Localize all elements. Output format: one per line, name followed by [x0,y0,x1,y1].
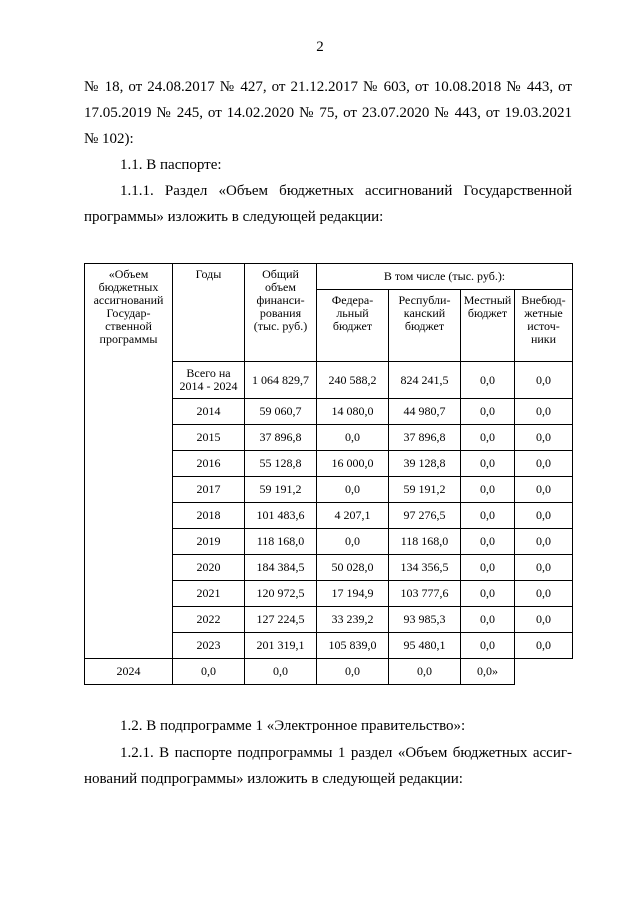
total-cell: 55 128,8 [245,451,317,477]
local-cell: 0,0 [461,399,515,425]
extra-cell: 0,0 [515,399,573,425]
paragraph-1-2-1-line-1: 1.2.1. В паспорте подпрограммы 1 раздел «Объем бюджетных ассиг- [120,745,572,761]
republic-cell: 95 480,1 [389,633,461,659]
extra-cell: 0,0 [515,529,573,555]
total-cell: 120 972,5 [245,581,317,607]
budget-table [84,263,573,685]
republic-cell: 93 985,3 [389,607,461,633]
total-cell: 0,0 [173,659,245,685]
years-header: Годы [173,264,245,362]
republic-cell: 103 777,6 [389,581,461,607]
extra-cell: 0,0 [515,555,573,581]
federal-header: Федеральный бюджет [317,290,389,362]
extra-cell: 0,0 [515,362,573,399]
republic-cell: 97 276,5 [389,503,461,529]
federal-cell: 33 239,2 [317,607,389,633]
extra-cell: 0,0 [515,503,573,529]
republic-cell: 37 896,8 [389,425,461,451]
extra-cell: 0,0 [515,477,573,503]
table-row [85,659,573,685]
republic-cell: 824 241,5 [389,362,461,399]
year-cell: 2017 [173,477,245,503]
year-cell: 2024 [85,659,173,685]
republic-header: Республиканский бюджет [389,290,461,362]
local-cell: 0,0 [461,425,515,451]
republic-cell: 118 168,0 [389,529,461,555]
year-cell: 2015 [173,425,245,451]
section-title-cell: «Объем бюджетных ассигнований Государственной программы [85,264,173,659]
extra-cell: 0,0 [515,425,573,451]
local-cell: 0,0 [389,659,461,685]
federal-cell: 0,0 [317,529,389,555]
paragraph-1-1-1-line-2: программы» изложить в следующей редакции: [84,209,384,225]
local-cell: 0,0 [461,362,515,399]
year-cell: 2018 [173,503,245,529]
total-cell: 118 168,0 [245,529,317,555]
extra-cell: 0,0 [515,633,573,659]
year-cell: 2020 [173,555,245,581]
year-cell: 2019 [173,529,245,555]
table-header-row-1 [85,264,573,290]
intro-line-2: 17.05.2019 № 245, от 14.02.2020 № 75, от 23.07.2020 № 443, от 19.03.2021 [84,105,572,121]
federal-cell: 16 000,0 [317,451,389,477]
paragraph-1-1: 1.1. В паспорте: [120,157,222,173]
total-cell: 1 064 829,7 [245,362,317,399]
intro-line-1: № 18, от 24.08.2017 № 427, от 21.12.2017 № 603, от 10.08.2018 № 443, от [84,79,572,95]
total-cell: 59 060,7 [245,399,317,425]
federal-cell: 0,0 [245,659,317,685]
paragraph-1-2: 1.2. В подпрограмме 1 «Электронное правительство»: [120,718,466,734]
extra-cell: 0,0 [515,581,573,607]
local-cell: 0,0 [461,451,515,477]
total-cell: 184 384,5 [245,555,317,581]
extra-cell: 0,0» [461,659,515,685]
intro-line-3: № 102): [84,131,134,147]
federal-cell: 240 588,2 [317,362,389,399]
federal-cell: 0,0 [317,477,389,503]
local-cell: 0,0 [461,555,515,581]
extra-header: Внебюджетные источники [515,290,573,362]
paragraph-1-1-1-line-1: 1.1.1. Раздел «Объем бюджетных ассигнований Государственной [120,183,572,199]
republic-cell: 44 980,7 [389,399,461,425]
local-cell: 0,0 [461,529,515,555]
republic-cell: 0,0 [317,659,389,685]
total-cell: 101 483,6 [245,503,317,529]
federal-cell: 105 839,0 [317,633,389,659]
extra-cell: 0,0 [515,451,573,477]
local-header: Местный бюджет [461,290,515,362]
federal-cell: 14 080,0 [317,399,389,425]
total-cell: 127 224,5 [245,607,317,633]
year-cell: 2021 [173,581,245,607]
year-cell: 2016 [173,451,245,477]
year-cell: 2022 [173,607,245,633]
total-cell: 201 319,1 [245,633,317,659]
local-cell: 0,0 [461,477,515,503]
year-cell: Всего на 2014 - 2024 [173,362,245,399]
federal-cell: 0,0 [317,425,389,451]
federal-cell: 50 028,0 [317,555,389,581]
including-header: В том числе (тыс. руб.): [317,264,573,290]
local-cell: 0,0 [461,581,515,607]
total-cell: 59 191,2 [245,477,317,503]
federal-cell: 4 207,1 [317,503,389,529]
year-cell: 2014 [173,399,245,425]
republic-cell: 134 356,5 [389,555,461,581]
extra-cell: 0,0 [515,607,573,633]
local-cell: 0,0 [461,633,515,659]
paragraph-1-2-1-line-2: нований подпрограммы» изложить в следующей редакции: [84,771,463,787]
republic-cell: 59 191,2 [389,477,461,503]
total-header: Общий объем финансирования (тыс. руб.) [245,264,317,362]
local-cell: 0,0 [461,503,515,529]
federal-cell: 17 194,9 [317,581,389,607]
year-cell: 2023 [173,633,245,659]
page-number: 2 [316,39,324,55]
local-cell: 0,0 [461,607,515,633]
republic-cell: 39 128,8 [389,451,461,477]
total-cell: 37 896,8 [245,425,317,451]
